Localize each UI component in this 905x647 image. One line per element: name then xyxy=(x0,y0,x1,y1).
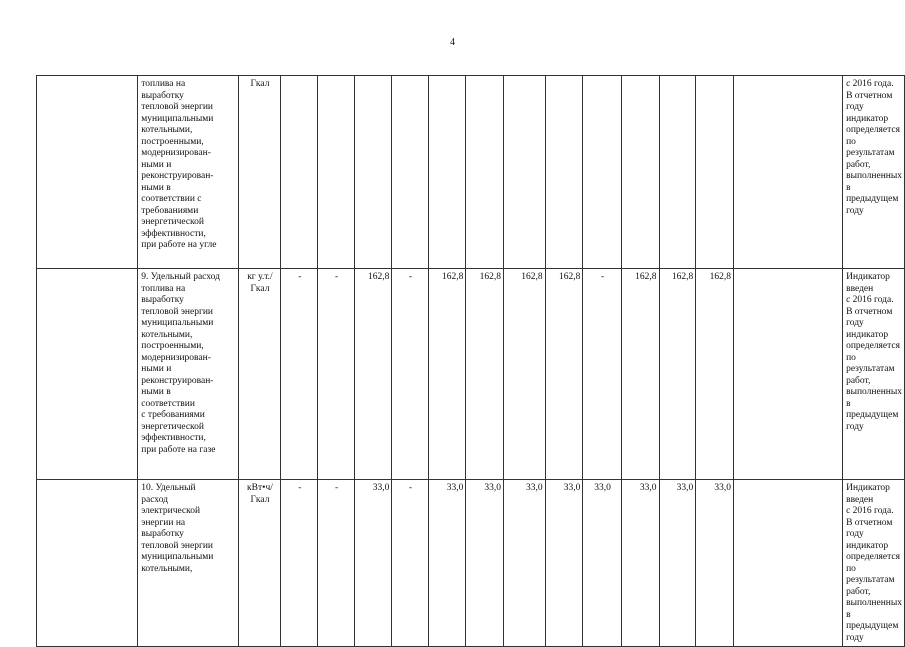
value-cell: 33,0 xyxy=(545,480,583,647)
value-cell: 162,8 xyxy=(545,269,583,480)
value-cell: - xyxy=(281,269,318,480)
value-cell: 33,0 xyxy=(659,480,696,647)
value-cell: 33,0 xyxy=(583,480,622,647)
value-cell: 162,8 xyxy=(354,269,392,480)
page-number: 4 xyxy=(450,37,455,48)
value-cell: - xyxy=(318,480,354,647)
indicator-name-cell: топлива на выработку тепловой энергии муниципальными котельными, построенными, модернизирован- ными и реконструирован- ными в соответствии с требованиями энергетической эффективности, при работе на угле xyxy=(138,76,238,269)
unit-cell: кг у.т./ Гкал xyxy=(238,269,281,480)
value-cell xyxy=(504,76,546,269)
value-cell xyxy=(696,76,734,269)
value-cell xyxy=(621,76,659,269)
value-cell: 162,8 xyxy=(696,269,734,480)
value-cell: 162,8 xyxy=(504,269,546,480)
value-cell xyxy=(466,76,504,269)
value-cell xyxy=(428,76,466,269)
indicator-name-cell: 9. Удельный расход топлива на выработку тепловой энергии муниципальными котельными, построенными, модернизирован- ными и реконструирован- ными в соответствии с требованиями энергетической эффективности, при работе на газе xyxy=(138,269,238,480)
value-cell: - xyxy=(281,480,318,647)
value-cell: 33,0 xyxy=(504,480,546,647)
value-cell xyxy=(281,76,318,269)
value-cell: 162,8 xyxy=(621,269,659,480)
value-cell: 33,0 xyxy=(354,480,392,647)
value-cell xyxy=(733,480,842,647)
value-cell: 162,8 xyxy=(659,269,696,480)
value-cell: 162,8 xyxy=(428,269,466,480)
value-cell xyxy=(545,76,583,269)
empty-cell xyxy=(37,269,138,480)
value-cell xyxy=(659,76,696,269)
value-cell: 33,0 xyxy=(696,480,734,647)
value-cell: 33,0 xyxy=(428,480,466,647)
unit-cell: Гкал xyxy=(238,76,281,269)
table-row xyxy=(37,76,905,269)
table-row xyxy=(37,480,905,647)
indicator-name-cell: 10. Удельный расход электрической энергии на выработку тепловой энергии муниципальными котельными, xyxy=(138,480,238,647)
value-cell: 33,0 xyxy=(466,480,504,647)
table-row xyxy=(37,269,905,480)
value-cell: 33,0 xyxy=(621,480,659,647)
value-cell xyxy=(392,76,428,269)
value-cell xyxy=(354,76,392,269)
value-cell xyxy=(733,269,842,480)
value-cell xyxy=(583,76,622,269)
value-cell: - xyxy=(318,269,354,480)
value-cell xyxy=(318,76,354,269)
note-cell: Индикатор введен с 2016 года. В отчетном году индикатор определяется по результатам работ, выполненных в предыдущем году xyxy=(843,480,905,647)
empty-cell xyxy=(37,76,138,269)
empty-cell xyxy=(37,480,138,647)
unit-cell: кВт•ч/ Гкал xyxy=(238,480,281,647)
value-cell: - xyxy=(583,269,622,480)
indicator-table xyxy=(36,75,905,647)
value-cell xyxy=(733,76,842,269)
value-cell: - xyxy=(392,480,428,647)
note-cell: с 2016 года. В отчетном году индикатор определяется по результатам работ, выполненных в предыдущем году xyxy=(843,76,905,269)
value-cell: 162,8 xyxy=(466,269,504,480)
value-cell: - xyxy=(392,269,428,480)
note-cell: Индикатор введен с 2016 года. В отчетном году индикатор определяется по результатам работ, выполненных в предыдущем году xyxy=(843,269,905,480)
